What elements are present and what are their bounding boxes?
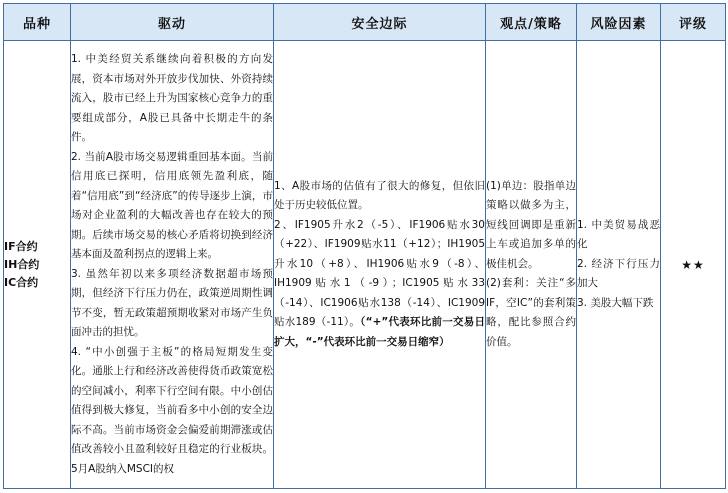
header-view-strategy: 观点/策略 [486, 4, 577, 41]
header-driver: 驱动 [71, 4, 274, 41]
header-risk-factors: 风险因素 [577, 4, 661, 41]
strategy-table [3, 3, 726, 489]
risk-cell [577, 41, 661, 489]
product-ic: IC合约 [4, 275, 39, 289]
rating-stars: ★★ [681, 257, 705, 272]
header-safety-margin: 安全边际 [274, 4, 486, 41]
product-ih: IH合约 [4, 257, 40, 271]
safety-basis-note: （“+”代表环比前一交易日扩大，“-”代表环比前一交易日缩窄） [274, 316, 485, 348]
driver-cell [71, 41, 274, 489]
product-cell [4, 41, 71, 489]
product-if: IF合约 [4, 239, 38, 253]
risk-trade-war: 1. 中美贸易战恶化 [577, 218, 660, 251]
safety-valuation: 1、A股市场的估值有了很大的修复，但依旧处于历史较低位置。 [274, 179, 485, 212]
safety-basis [274, 216, 485, 353]
safety-margin-cell [274, 41, 486, 489]
driver-point-2: 2. 当前A股市场交易逻辑重回基本面。当前信用底已探明，信用底领先盈利底，随着“信用底”到“经济底”的传导逐步上演，市场对企业盈利的大幅改善也存在较大的预期。后续市场交易的核心矛盾将切换到经济基本面及盈利拐点的逻辑上来。 [71, 150, 273, 260]
safety-basis-data: 2、IF1905升水2（-5）、IF1906贴水30（+22）、IF1909贴水11（+12）；IH1905升水10（+8）、IH1906贴水9（-8）、IH1909贴水1（-9）；IC1905贴水33（-14）、IC1906贴水138（-14）、IC1909贴水189（-11）。 [274, 218, 485, 329]
driver-point-1: 1. 中美经贸关系继续向着积极的方向发展，资本市场对外开放步伐加快、外资持续流入，股市已经上升为国家核心竞争力的重要组成部分，A股已具备中长期走牛的条件。 [71, 53, 273, 143]
rating-cell [661, 41, 726, 489]
risk-us-stocks: 3. 美股大幅下跌 [577, 296, 654, 309]
table-row [4, 41, 726, 489]
header-row [4, 4, 726, 41]
view-arbitrage: (2)套利：关注“多IF，空IC”的套利策略，配比参照合约价值。 [486, 277, 576, 348]
driver-point-3: 3. 虽然年初以来多项经济数据超市场预期，但经济下行压力仍在，政策逆周期性调节不变，暂无政策超预期收紧对市场产生负面冲击的担忧。 [71, 267, 273, 338]
view-strategy-cell [486, 41, 577, 489]
header-rating: 评级 [661, 4, 726, 41]
header-product: 品种 [4, 4, 71, 41]
view-single-side: (1)单边：股指单边策略以做多为主，短线回调即是重新上车或追加多单的极佳机会。 [486, 179, 576, 270]
risk-economy: 2. 经济下行压力加大 [577, 257, 660, 290]
driver-point-4: 4. “中小创强于主板”的格局短期发生变化。通胀上行和经济改善使得货币政策宽松的空间减小，利率下行空间有限。中小创估值得到极大修复，当前看多中小创的安全边际不高。当前市场资金会偏爱前期滞涨或估值改善较小且盈利较好且稳定的行业板块。5月A股纳入MSCI的权 [71, 345, 273, 475]
